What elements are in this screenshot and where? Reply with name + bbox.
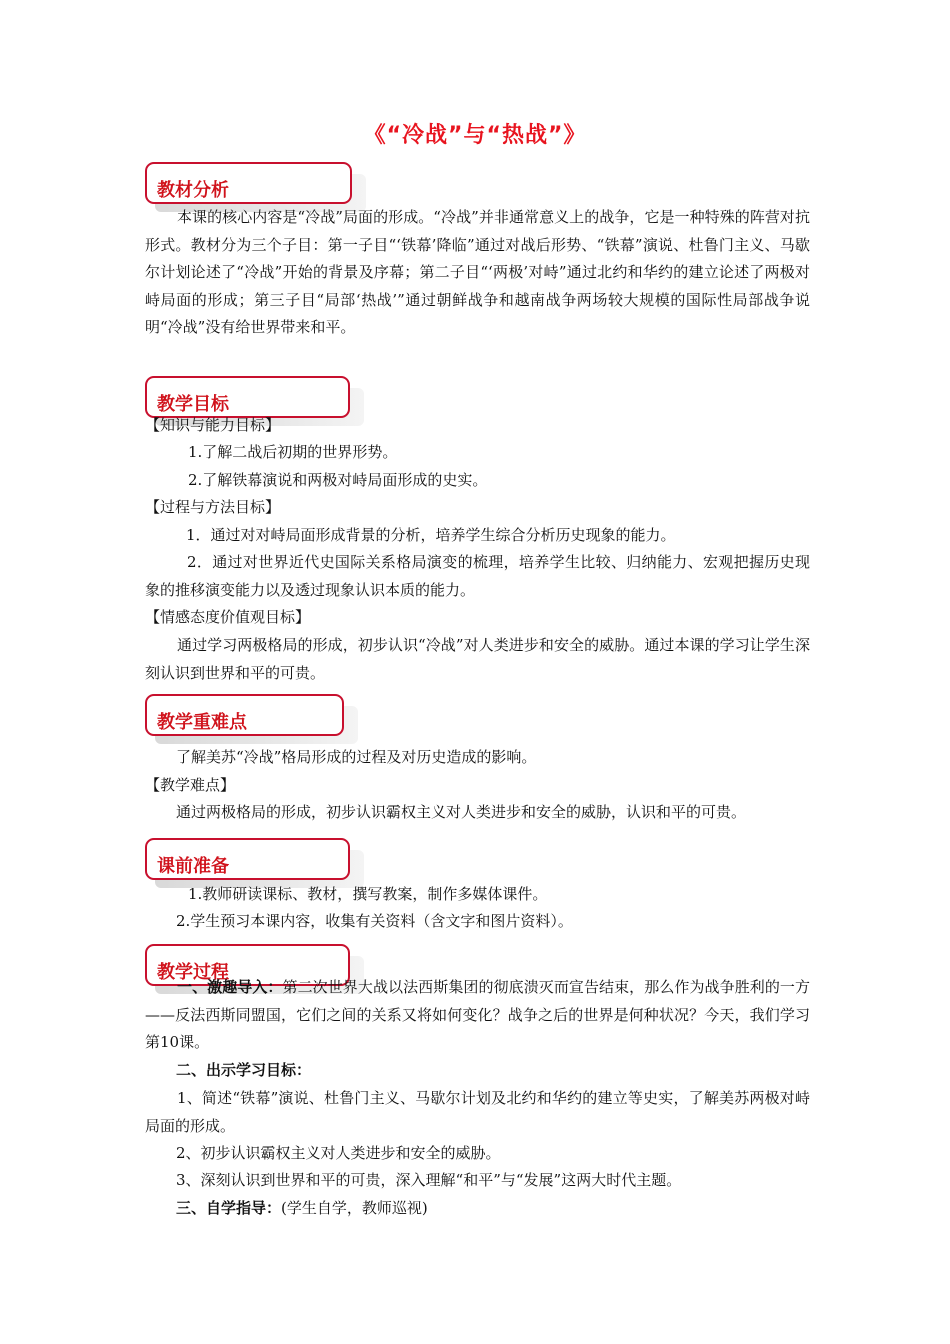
section-heading-label: 教学目标	[157, 394, 229, 415]
key-point-text: 了解美苏“冷战”格局形成的过程及对历史造成的影响。	[176, 748, 537, 766]
self-study-label: 三、自学指导：	[176, 1199, 282, 1217]
learning-goals-label: 二、出示学习目标：	[176, 1061, 312, 1079]
self-study-note: (学生自学，教师巡视)	[281, 1199, 428, 1217]
section-heading-analysis	[145, 162, 352, 204]
learning-goal-2: 2、初步认识霸权主义对人类进步和安全的威胁。	[176, 1144, 501, 1162]
intro-label: 一、激趣导入：	[177, 978, 283, 996]
self-study-line	[176, 1195, 428, 1223]
analysis-paragraph: 本课的核心内容是“冷战”局面的形成。“冷战”并非通常意义上的战争，它是一种特殊的阵营对抗形式。教材分为三个子目：第一子目“‘铁幕’降临”通过对战后形势、“铁幕”演说、杜鲁门主义、马歇尔计划论述了“冷战”开始的背景及序幕；第二子目“‘两极’对峙”通过北约和华约的建立论述了两极对峙局面的形成；第三子目“局部‘热战’”通过朝鲜战争和越南战争两场较大规模的国际性局部战争说明“冷战”没有给世界带来和平。	[145, 208, 810, 336]
process-item-1: 1．通过对对峙局面形成背景的分析，培养学生综合分析历史现象的能力。	[186, 526, 676, 544]
difficulty-text: 通过两极格局的形成，初步认识霸权主义对人类进步和安全的威胁，认识和平的可贵。	[176, 803, 747, 821]
learning-goal-1: 1、简述“铁幕”演说、杜鲁门主义、马歇尔计划及北约和华约的建立等史实，了解美苏两极对峙局面的形成。	[145, 1089, 810, 1135]
knowledge-label: 【知识与能力目标】	[145, 416, 281, 434]
page-title: 《“冷战”与“热战”》	[363, 123, 587, 148]
process-label: 【过程与方法目标】	[145, 498, 281, 516]
prep-item-1: 1.教师研读课标、教材，撰写教案，制作多媒体课件。	[188, 885, 548, 903]
prep-item-2: 2.学生预习本课内容，收集有关资料（含文字和图片资料）。	[176, 912, 573, 930]
difficulty-label: 【教学难点】	[145, 776, 236, 794]
learning-goal-3: 3、深刻认识到世界和平的可贵，深入理解“和平”与“发展”这两大时代主题。	[176, 1171, 682, 1189]
section-heading-label: 教材分析	[157, 180, 229, 201]
emotion-paragraph: 通过学习两极格局的形成，初步认识“冷战”对人类进步和安全的威胁。通过本课的学习让学生深刻认识到世界和平的可贵。	[145, 636, 810, 682]
emotion-label: 【情感态度价值观目标】	[145, 608, 311, 626]
section-heading-label: 课前准备	[157, 856, 229, 877]
section-heading-label: 教学过程	[157, 962, 229, 983]
intro-paragraph	[145, 974, 810, 1057]
knowledge-item-1: 1.了解二战后初期的世界形势。	[188, 443, 398, 461]
intro-body: 第二次世界大战以法西斯集团的彻底溃灭而宣告结束，那么作为战争胜利的一方——反法西斯同盟国，它们之间的关系又将如何变化？战争之后的世界是何种状况？今天，我们学习第10课。	[145, 978, 810, 1051]
process-item-2: 2．通过对世界近代史国际关系格局演变的梳理，培养学生比较、归纳能力、宏观把握历史现象的推移演变能力以及透过现象认识本质的能力。	[145, 553, 810, 599]
section-heading-key-points	[145, 694, 344, 736]
knowledge-item-2: 2.了解铁幕演说和两极对峙局面形成的史实。	[188, 471, 488, 489]
section-heading-prep	[145, 838, 350, 880]
section-heading-label: 教学重难点	[157, 712, 247, 733]
